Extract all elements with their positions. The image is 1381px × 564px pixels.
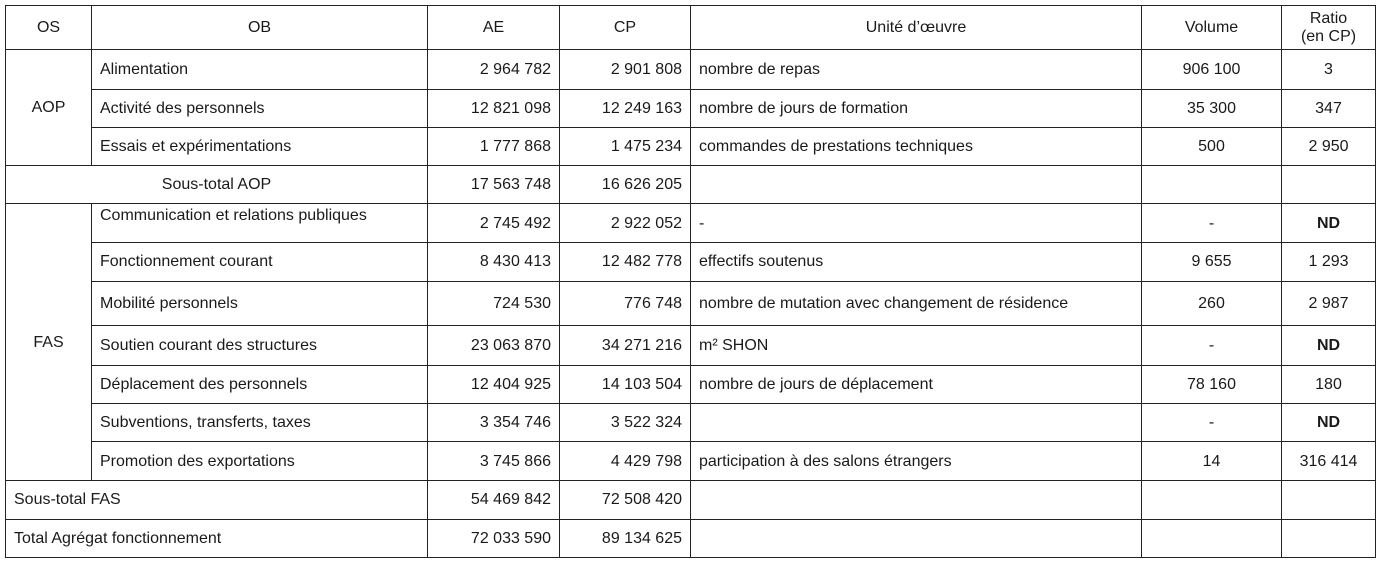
header-ob: OB — [92, 6, 428, 50]
ob-cell: Promotion des exportations — [92, 442, 428, 481]
header-ratio — [1282, 6, 1376, 50]
os-cell-aop: AOP — [6, 50, 92, 166]
subtotal-label: Sous-total FAS — [6, 481, 428, 519]
header-ratio-line1: Ratio — [1309, 9, 1348, 27]
header-cp: CP — [560, 6, 691, 50]
ratio-cell: ND — [1282, 326, 1376, 365]
ae-cell: 2 745 492 — [428, 204, 560, 242]
empty-cell — [1142, 166, 1282, 204]
cp-cell: 12 249 163 — [560, 89, 691, 127]
total-cp: 89 134 625 — [560, 519, 691, 557]
empty-cell — [1282, 481, 1376, 519]
os-cell-fas: FAS — [6, 204, 92, 481]
ratio-cell: 180 — [1282, 365, 1376, 403]
ae-cell: 12 821 098 — [428, 89, 560, 127]
table-row — [6, 89, 1376, 127]
unite-cell: nombre de jours de déplacement — [691, 365, 1142, 403]
empty-cell — [1142, 519, 1282, 557]
table-row — [6, 281, 1376, 325]
unite-cell: nombre de mutation avec changement de résidence — [691, 281, 1142, 325]
total-row — [6, 519, 1376, 557]
ob-cell: Subventions, transferts, taxes — [92, 403, 428, 441]
header-row — [6, 6, 1376, 50]
volume-cell: 9 655 — [1142, 242, 1282, 281]
volume-cell: 78 160 — [1142, 365, 1282, 403]
ratio-cell: 316 414 — [1282, 442, 1376, 481]
subtotal-ae: 54 469 842 — [428, 481, 560, 519]
ae-cell: 724 530 — [428, 281, 560, 325]
unite-cell — [691, 403, 1142, 441]
header-unite: Unité d’œuvre — [691, 6, 1142, 50]
subtotal-cp: 72 508 420 — [560, 481, 691, 519]
cp-cell: 4 429 798 — [560, 442, 691, 481]
empty-cell — [1282, 166, 1376, 204]
ratio-cell: 2 950 — [1282, 127, 1376, 165]
subtotal-row-aop — [6, 166, 1376, 204]
table-row — [6, 326, 1376, 365]
cp-cell: 12 482 778 — [560, 242, 691, 281]
ob-cell: Activité des personnels — [92, 89, 428, 127]
cp-cell: 1 475 234 — [560, 127, 691, 165]
ob-cell: Alimentation — [92, 50, 428, 89]
ratio-cell: 3 — [1282, 50, 1376, 89]
cp-cell: 34 271 216 — [560, 326, 691, 365]
ae-cell: 3 745 866 — [428, 442, 560, 481]
empty-cell — [1142, 481, 1282, 519]
budget-table — [5, 5, 1376, 558]
subtotal-row-fas — [6, 481, 1376, 519]
header-os: OS — [6, 6, 92, 50]
cp-cell: 776 748 — [560, 281, 691, 325]
table-row — [6, 204, 1376, 242]
empty-cell — [691, 519, 1142, 557]
unite-cell: nombre de jours de formation — [691, 89, 1142, 127]
ob-cell: Essais et expérimentations — [92, 127, 428, 165]
table-row — [6, 442, 1376, 481]
cp-cell: 2 922 052 — [560, 204, 691, 242]
empty-cell — [1282, 519, 1376, 557]
table-row — [6, 403, 1376, 441]
subtotal-cp: 16 626 205 — [560, 166, 691, 204]
volume-cell: - — [1142, 326, 1282, 365]
unite-cell: participation à des salons étrangers — [691, 442, 1142, 481]
table-row — [6, 50, 1376, 89]
empty-cell — [691, 166, 1142, 204]
header-ratio-line2: (en CP) — [1300, 27, 1357, 45]
volume-cell: 14 — [1142, 442, 1282, 481]
ae-cell: 8 430 413 — [428, 242, 560, 281]
ob-cell: Mobilité personnels — [92, 281, 428, 325]
subtotal-ae: 17 563 748 — [428, 166, 560, 204]
volume-cell: - — [1142, 403, 1282, 441]
ratio-cell: ND — [1282, 204, 1376, 242]
ratio-cell: 1 293 — [1282, 242, 1376, 281]
ae-cell: 12 404 925 — [428, 365, 560, 403]
ratio-cell: 2 987 — [1282, 281, 1376, 325]
ob-cell: Déplacement des personnels — [92, 365, 428, 403]
volume-cell: 35 300 — [1142, 89, 1282, 127]
volume-cell: 260 — [1142, 281, 1282, 325]
ob-cell: Soutien courant des structures — [92, 326, 428, 365]
cp-cell: 3 522 324 — [560, 403, 691, 441]
volume-cell: - — [1142, 204, 1282, 242]
ob-cell: Communication et relations publiques — [92, 204, 428, 242]
ae-cell: 2 964 782 — [428, 50, 560, 89]
ae-cell: 23 063 870 — [428, 326, 560, 365]
unite-cell: effectifs soutenus — [691, 242, 1142, 281]
ae-cell: 3 354 746 — [428, 403, 560, 441]
empty-cell — [691, 481, 1142, 519]
ae-cell: 1 777 868 — [428, 127, 560, 165]
unite-cell: nombre de repas — [691, 50, 1142, 89]
total-label: Total Agrégat fonctionnement — [6, 519, 428, 557]
subtotal-label: Sous-total AOP — [6, 166, 428, 204]
unite-cell: m² SHON — [691, 326, 1142, 365]
ob-cell: Fonctionnement courant — [92, 242, 428, 281]
cp-cell: 2 901 808 — [560, 50, 691, 89]
ratio-cell: ND — [1282, 403, 1376, 441]
header-ae: AE — [428, 6, 560, 50]
volume-cell: 500 — [1142, 127, 1282, 165]
table-row — [6, 242, 1376, 281]
unite-cell: commandes de prestations techniques — [691, 127, 1142, 165]
ratio-cell: 347 — [1282, 89, 1376, 127]
cp-cell: 14 103 504 — [560, 365, 691, 403]
total-ae: 72 033 590 — [428, 519, 560, 557]
volume-cell: 906 100 — [1142, 50, 1282, 89]
header-volume: Volume — [1142, 6, 1282, 50]
table-row — [6, 127, 1376, 165]
table-row — [6, 365, 1376, 403]
unite-cell: - — [691, 204, 1142, 242]
